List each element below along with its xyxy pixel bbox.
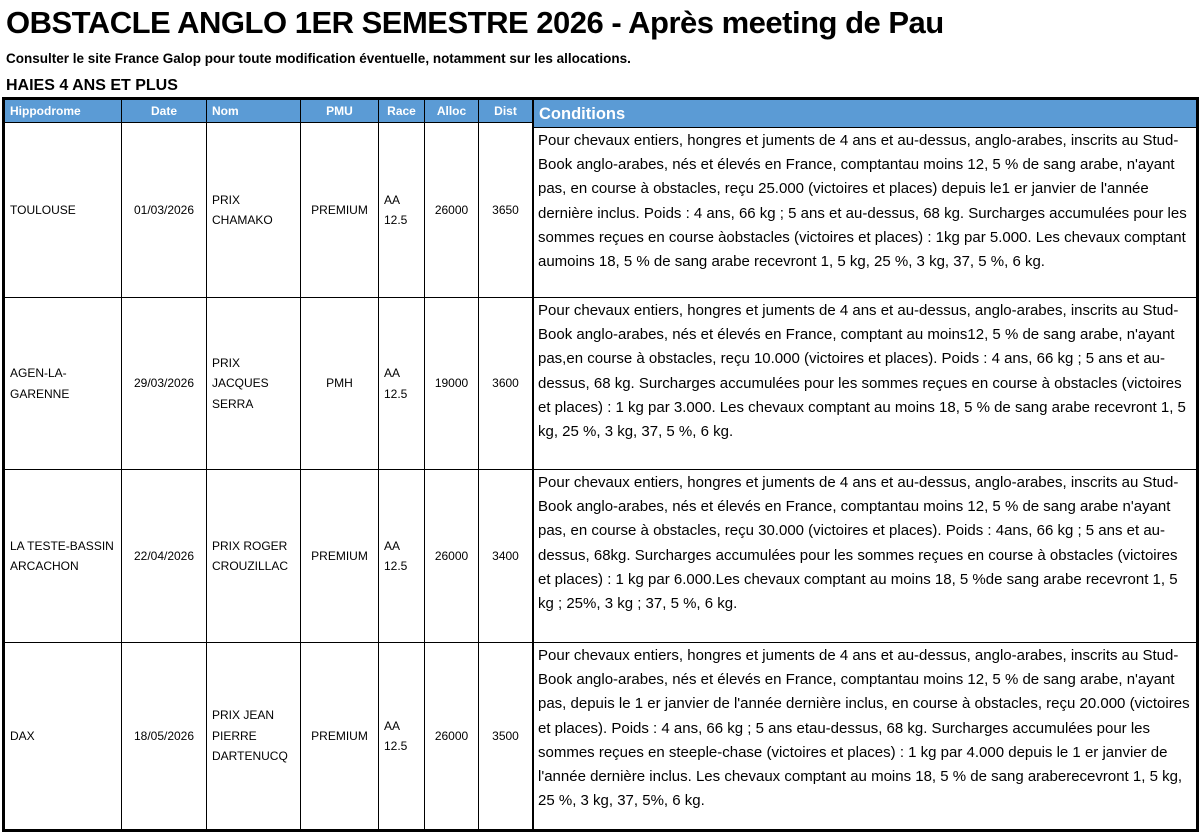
cell-race: AA 12.5 — [379, 123, 425, 298]
cell-dist: 3650 — [479, 123, 532, 298]
column-header-hippodrome: Hippodrome — [5, 100, 122, 123]
table-row — [5, 470, 532, 643]
column-header-date: Date — [122, 100, 207, 123]
cell-date: 18/05/2026 — [122, 643, 207, 829]
cell-pmu: PREMIUM — [301, 643, 379, 829]
table-conditions-column — [532, 100, 1196, 829]
cell-pmu: PREMIUM — [301, 470, 379, 643]
cell-hippodrome: AGEN-LA-GARENNE — [5, 298, 122, 470]
column-header-nom: Nom — [207, 100, 301, 123]
cell-alloc: 19000 — [425, 298, 479, 470]
races-table — [2, 97, 1199, 832]
column-header-dist: Dist — [479, 100, 532, 123]
table-left-columns — [5, 100, 532, 829]
cell-alloc: 26000 — [425, 643, 479, 829]
cell-race: AA 12.5 — [379, 298, 425, 470]
cell-hippodrome: DAX — [5, 643, 122, 829]
cell-dist: 3600 — [479, 298, 532, 470]
cell-nom: PRIX CHAMAKO — [207, 123, 301, 298]
cell-date: 29/03/2026 — [122, 298, 207, 470]
table-row — [5, 298, 532, 470]
cell-date: 22/04/2026 — [122, 470, 207, 643]
table-row — [5, 643, 532, 829]
cell-alloc: 26000 — [425, 123, 479, 298]
cell-conditions: Pour chevaux entiers, hongres et juments de 4 ans et au-dessus, anglo-arabes, inscrits au Stud-Book anglo-arabes, nés et élevés en France, comptantau moins 12, 5 % de sang arabe n'ayant pas, en course à obstacles, reçu 30.000 (victoires et places). Poids : 4ans, 66 kg ; 5 ans et au-dessus, 68kg. Surcharges accumulées pour les sommes reçues en course à obstacles (victoires et places) : 1 kg par 6.000.Les chevaux comptant au moins 18, 5 %de sang arabe recevront 1, 5 kg ; 25%, 3 kg ; 37, 5 %, 6 kg. — [534, 470, 1196, 643]
cell-pmu: PMH — [301, 298, 379, 470]
cell-alloc: 26000 — [425, 470, 479, 643]
cell-conditions: Pour chevaux entiers, hongres et juments de 4 ans et au-dessus, anglo-arabes, inscrits au Stud-Book anglo-arabes, nés et élevés en France, comptant au moins12, 5 % de sang arabe, n'ayant pas,en course à obstacles, reçu 10.000 (victoires et places). Poids : 4 ans, 66 kg ; 5 ans et au-dessus, 68 kg. Surcharges accumulées pour les sommes reçues en course à obstacles (victoires et places) : 1 kg par 3.000. Les chevaux comptant au moins 18, 5 % de sang arabe recevront 1, 5 kg, 25 %, 3 kg, 37, 5 %, 6 kg. — [534, 298, 1196, 470]
cell-nom: PRIX ROGER CROUZILLAC — [207, 470, 301, 643]
cell-pmu: PREMIUM — [301, 123, 379, 298]
section-title: HAIES 4 ANS ET PLUS — [6, 77, 178, 94]
cell-hippodrome: TOULOUSE — [5, 123, 122, 298]
notice-text: Consulter le site France Galop pour toute modification éventuelle, notamment sur les allocations. — [6, 51, 631, 66]
column-header-race: Race — [379, 100, 425, 123]
cell-hippodrome: LA TESTE-BASSIN ARCACHON — [5, 470, 122, 643]
cell-nom: PRIX JEAN PIERRE DARTENUCQ — [207, 643, 301, 829]
table-header-row — [5, 100, 532, 123]
cell-dist: 3400 — [479, 470, 532, 643]
column-header-conditions: Conditions — [534, 100, 1196, 128]
cell-race: AA 12.5 — [379, 643, 425, 829]
column-header-pmu: PMU — [301, 100, 379, 123]
cell-race: AA 12.5 — [379, 470, 425, 643]
column-header-alloc: Alloc — [425, 100, 479, 123]
page-title: OBSTACLE ANGLO 1ER SEMESTRE 2026 - Après meeting de Pau — [6, 5, 944, 40]
cell-conditions: Pour chevaux entiers, hongres et juments de 4 ans et au-dessus, anglo-arabes, inscrits au Stud-Book anglo-arabes, nés et élevés en France, comptantau moins 12, 5 % de sang arabe, n'ayant pas, depuis le 1 er janvier de l'année dernière inclus, en course à obstacles, reçu 20.000 (victoires et places). Poids : 4 ans, 66 kg ; 5 ans etau-dessus, 68 kg. Surcharges accumulées pour les sommes reçues en steeple-chase (victoires et places) : 1 kg par 4.000 depuis le 1 er janvier de l'année dernière inclus. Les chevaux comptant au moins 18, 5 % de sang araberecevront 1, 5 kg, 25 %, 3 kg, 37, 5%, 6 kg. — [538, 647, 1190, 810]
cell-date: 01/03/2026 — [122, 123, 207, 298]
cell-dist: 3500 — [492, 728, 519, 743]
cell-nom: PRIX JACQUES SERRA — [207, 298, 301, 470]
table-row — [5, 123, 532, 298]
cell-conditions: Pour chevaux entiers, hongres et juments de 4 ans et au-dessus, anglo-arabes, inscrits au Stud-Book anglo-arabes, nés et élevés en France, comptantau moins 12, 5 % de sang arabe, n'ayant pas, en course à obstacles, reçu 25.000 (victoires et places) depuis le1 er janvier de l'année dernière inclus. Poids : 4 ans, 66 kg ; 5 ans et au-dessus, 68 kg. Surcharges accumulées pour les sommes reçues en course àobstacles (victoires et places) : 1kg par 5.000. Les chevaux comptant aumoins 18, 5 % de sang arabe recevront 1, 5 kg, 25 %, 3 kg, 37, 5 %, 6 kg. — [534, 128, 1196, 298]
